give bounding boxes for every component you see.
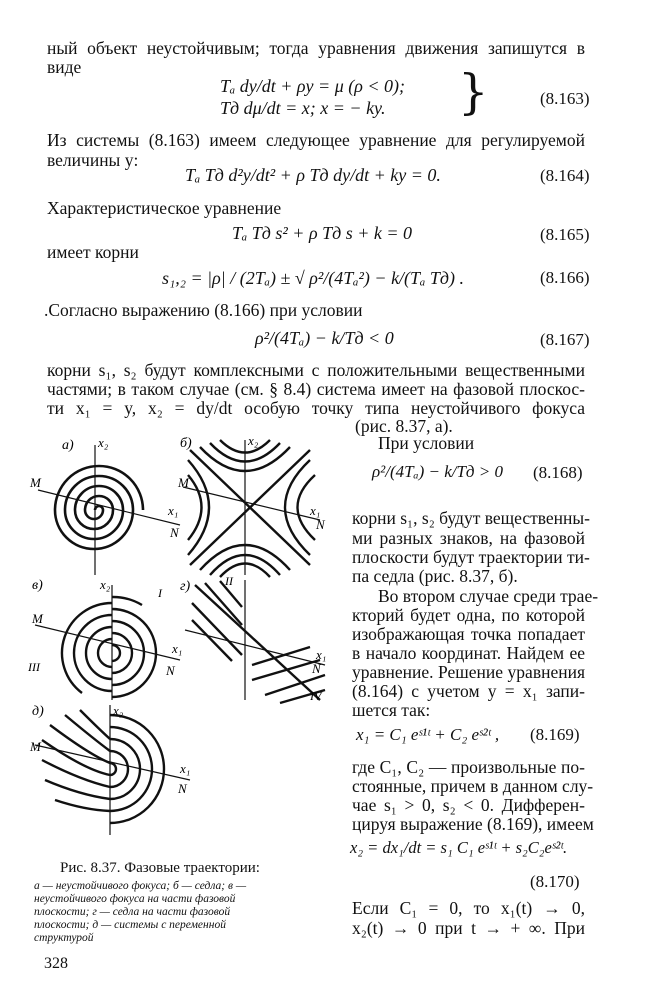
axis-label-x1: x₁	[168, 503, 179, 518]
line-label-M: M	[30, 739, 41, 754]
line-label-N: N	[170, 525, 179, 540]
equation-number: (8.164)	[540, 166, 590, 185]
body-line: уравнение. Решение уравнения	[352, 662, 585, 682]
axis-label-x1: x₁	[310, 503, 321, 518]
axis-label-x1: x₁	[180, 761, 191, 776]
line-label-M: M	[32, 611, 43, 626]
body-line: ный объект неустойчивым; тогда уравнения движения запишутся в	[47, 38, 585, 58]
figure-8-37	[20, 425, 340, 855]
equation-8-169: x₁ = C₁ eˢ¹ᵗ + C₂ eˢ²ᵗ ,	[356, 725, 500, 744]
equation-number: (8.167)	[540, 330, 590, 349]
axis-label-x2: x₂	[113, 703, 124, 718]
body-line: ти x₁ = y, x₂ = dy/dt особую точку типа неустойчивого фокуса	[47, 398, 585, 418]
caption-line: структурой	[34, 932, 94, 944]
body-line: частями; в таком случае (см. § 8.4) система имеет на фазовой плоскос-	[47, 379, 585, 399]
axis-label-x2: x₂	[100, 577, 111, 592]
body-line: ми разных знаков, на фазовой	[352, 528, 585, 548]
equation-number: (8.168)	[533, 463, 583, 482]
body-line: чае s₁ > 0, s₂ < 0. Дифферен-	[352, 795, 585, 815]
body-line: цируя выражение (8.169), имеем	[352, 814, 594, 834]
line-label-N: N	[316, 517, 325, 532]
body-line: (рис. 8.37, а).	[355, 416, 453, 436]
line-label-N: N	[312, 661, 321, 676]
panel-label-d: д)	[32, 704, 44, 719]
caption-line: а — неустойчивого фокуса; б — седла; в —	[34, 880, 247, 892]
body-line: изображающая точка попадает	[352, 624, 585, 644]
body-line: имеет корни	[47, 242, 139, 262]
line-label-M: M	[178, 475, 189, 490]
panel-g-partial-saddle	[185, 580, 325, 703]
equation-8-170: x₂ = dx₁/dt = s₁ C₁ eˢ¹ᵗ + s₂C₂eˢ²ᵗ.	[350, 838, 568, 857]
body-line: x₂(t) → 0 при t → + ∞. При	[352, 918, 585, 938]
equation-number: (8.170)	[530, 872, 580, 891]
equation-8-163b: Tд dμ/dt = x; x = − ky.	[220, 98, 386, 118]
body-line: величины y:	[47, 150, 139, 170]
axis-label-x2: x₂	[248, 433, 259, 448]
body-line: Из системы (8.163) имеем следующее уравнение для регулируемой	[47, 130, 585, 150]
body-line: плоскости будут траектории ти-	[352, 547, 590, 567]
equation-8-166: s₁,₂ = |ρ| / (2Tₐ) ± √ ρ²/(4Tₐ²) − k/(Tₐ Tд) .	[162, 268, 464, 288]
panel-label-b: б)	[180, 436, 192, 451]
equation-8-168: ρ²/(4Tₐ) − k/Tд > 0	[372, 462, 503, 481]
body-line: Во втором случае среди трае-	[378, 586, 599, 606]
axis-label-x2: x₂	[98, 435, 109, 450]
equation-8-165: Tₐ Tд s² + ρ Tд s + k = 0	[232, 223, 412, 243]
equation-8-164: Tₐ Tд d²y/dt² + ρ Tд dy/dt + ky = 0.	[185, 165, 441, 185]
panel-label-v: в)	[32, 578, 43, 593]
panel-label-g: г)	[180, 579, 191, 594]
equation-number: (8.166)	[540, 268, 590, 287]
panel-v-partial-focus	[35, 585, 183, 700]
panel-d-variable-structure	[35, 705, 190, 835]
body-line: где C₁, C₂ — произвольные по-	[352, 757, 585, 777]
line-label-M: M	[30, 475, 41, 490]
body-line: Характеристическое уравнение	[47, 198, 282, 218]
region-label-III: III	[28, 660, 40, 674]
axis-label-x1: x₁	[316, 647, 327, 662]
region-label-I: I	[158, 586, 162, 600]
body-line: Если C₁ = 0, то x₁(t) → 0,	[352, 898, 585, 918]
system-brace: }	[458, 64, 489, 120]
body-line: (8.164) с учетом y = x₁ запи-	[352, 681, 585, 701]
equation-8-163a: Tₐ dy/dt + ρy = μ (ρ < 0);	[220, 76, 405, 96]
panel-a-unstable-focus	[38, 445, 180, 575]
body-line: кторий будет одна, по которой	[352, 605, 585, 625]
body-line: па седла (рис. 8.37, б).	[352, 566, 518, 586]
line-label-N: N	[166, 663, 175, 678]
caption-line: плоскости; д — системы с переменной	[34, 919, 226, 931]
region-label-IV: IV	[310, 689, 322, 703]
body-line: При условии	[378, 433, 475, 453]
body-line: виде	[47, 57, 82, 77]
panel-label-a: а)	[62, 438, 74, 453]
body-line: корни s₁, s₂ будут комплексными с положительными вещественными	[47, 360, 585, 380]
line-label-N: N	[178, 781, 187, 796]
equation-8-167: ρ²/(4Tₐ) − k/Tд < 0	[255, 328, 394, 348]
body-line: корни s₁, s₂ будут вещественны-	[352, 508, 590, 528]
caption-line: неустойчивого фокуса на части фазовой	[34, 893, 236, 905]
page-number: 328	[44, 955, 68, 972]
equation-number: (8.169)	[530, 725, 580, 744]
body-line: .Согласно выражению (8.166) при условии	[44, 300, 363, 320]
body-line: стоянные, причем в данном слу-	[352, 776, 594, 796]
equation-number: (8.165)	[540, 225, 590, 244]
panel-b-saddle	[183, 440, 320, 577]
axis-label-x1: x₁	[172, 641, 183, 656]
body-line: шется так:	[352, 700, 431, 720]
equation-number: (8.163)	[540, 89, 590, 108]
body-line: в начало координат. Найдем ее	[352, 643, 585, 663]
figure-caption: Рис. 8.37. Фазовые траектории:	[60, 860, 260, 876]
caption-line: плоскости; г — седла на части фазовой	[34, 906, 231, 918]
region-label-II: II	[225, 574, 233, 588]
